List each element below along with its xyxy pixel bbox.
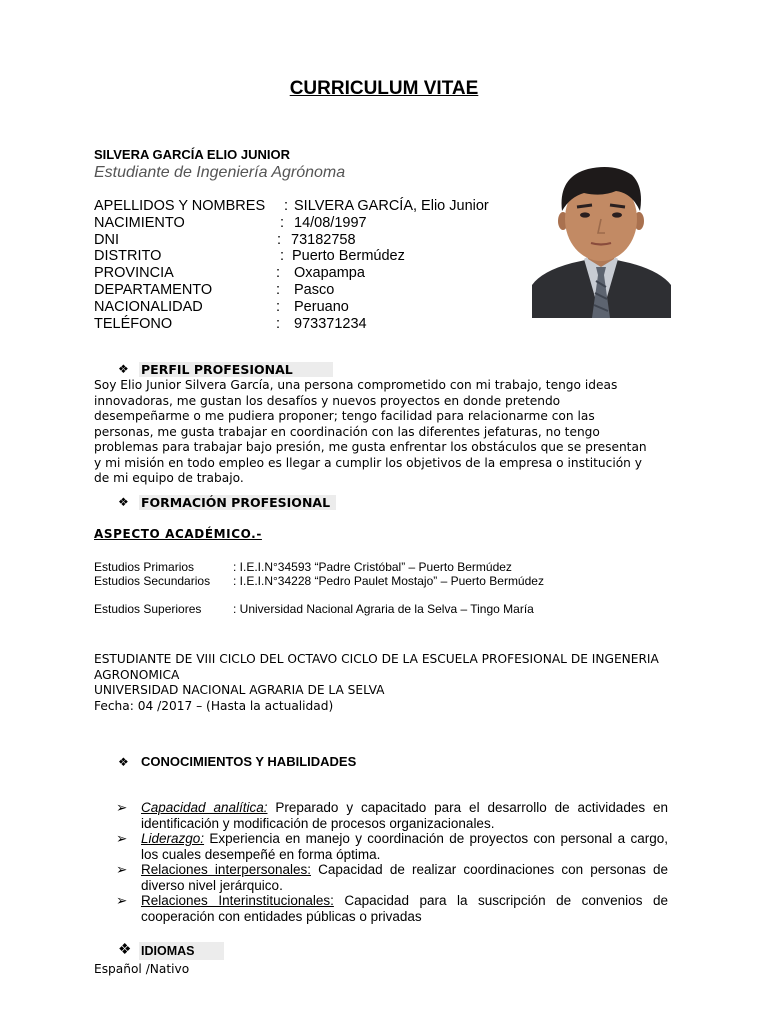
info-value: Peruano	[294, 299, 349, 315]
info-value: Puerto Bermúdez	[292, 248, 405, 264]
candidate-name: SILVERA GARCÍA ELIO JUNIOR	[94, 147, 290, 162]
info-label: PROVINCIA	[94, 265, 174, 281]
skill-text: Capacidad para la suscripción de convenios de cooperación con entidades públicas o privadas	[141, 893, 668, 924]
diamond-bullet-icon: ❖	[118, 362, 129, 376]
info-value: 14/08/1997	[294, 215, 367, 231]
info-separator: :	[280, 215, 285, 231]
info-label: APELLIDOS Y NOMBRES	[94, 198, 266, 214]
perfil-heading: PERFIL PROFESIONAL	[139, 362, 333, 377]
perfil-paragraph	[94, 378, 674, 487]
estudio-label: Estudios Secundarios	[94, 574, 211, 588]
diamond-bullet-icon: ❖	[118, 941, 132, 958]
diamond-bullet-icon: ❖	[118, 495, 129, 509]
detalle-line: Fecha: 04 /2017 – (Hasta la actualidad)	[94, 698, 334, 713]
info-value: 73182758	[291, 232, 356, 248]
diamond-bullet-icon: ❖	[118, 755, 129, 769]
arrow-bullet-icon: ➢	[116, 800, 128, 815]
estudio-label: Estudios Superiores	[94, 602, 202, 616]
skill-text: Capacidad de realizar coordinaciones con personas de diverso nivel jerárquico.	[141, 862, 668, 893]
perfil-line: de mi equipo de trabajo.	[94, 471, 244, 485]
skill-text: Preparado y capacitado para el desarrollo de actividades en identificación y modificación de procesos organizacionales.	[141, 800, 668, 831]
perfil-line: y mi misión en todo empleo es llegar a cumplir los objetivos de la empresa o institución y	[94, 455, 642, 470]
estudio-value: : Universidad Nacional Agraria de la Selva – Tingo María	[233, 602, 534, 616]
info-separator: :	[280, 248, 285, 264]
profile-photo	[532, 163, 671, 318]
formacion-heading: FORMACIÓN PROFESIONAL	[139, 495, 336, 510]
idioma-value: Español /Nativo	[94, 962, 190, 976]
skill-term: Relaciones Interinstitucionales:	[141, 893, 334, 908]
skill-text: Experiencia en manejo y coordinación de proyectos con personal a cargo, los cuales desempeñé en forma óptima.	[141, 831, 668, 862]
info-value: SILVERA GARCÍA, Elio Junior	[294, 198, 489, 214]
skill-item	[116, 800, 668, 831]
info-separator: :	[276, 299, 281, 315]
info-separator: :	[276, 265, 281, 281]
perfil-line: innovadoras, me gustan los desafíos y nuevos proyectos en donde pretendo	[94, 393, 561, 408]
info-separator: :	[276, 316, 281, 332]
arrow-bullet-icon: ➢	[116, 831, 128, 846]
info-label: NACIONALIDAD	[94, 299, 203, 315]
idiomas-heading: IDIOMAS	[139, 942, 224, 960]
perfil-line: personas, me gusta trabajar en coordinación con las diferentes jefaturas, no tengo	[94, 424, 600, 439]
portrait-image	[532, 163, 671, 318]
skill-term: Liderazgo:	[141, 831, 205, 846]
estudio-label: Estudios Primarios	[94, 560, 195, 574]
perfil-line: problemas para trabajar bajo presión, me gusta enfrentar los obstáculos que se presentan	[94, 440, 647, 454]
arrow-bullet-icon: ➢	[116, 893, 128, 908]
info-label: DNI	[94, 232, 119, 248]
arrow-bullet-icon: ➢	[116, 862, 128, 877]
conocimientos-heading: CONOCIMIENTOS Y HABILIDADES	[141, 754, 357, 769]
info-separator: :	[276, 282, 281, 298]
skill-term: Capacidad analítica:	[141, 800, 268, 815]
formacion-detalle	[94, 652, 659, 714]
info-label: DEPARTAMENTO	[94, 282, 213, 298]
detalle-line: UNIVERSIDAD NACIONAL AGRARIA DE LA SELVA	[94, 683, 385, 697]
candidate-subtitle: Estudiante de Ingeniería Agrónoma	[94, 164, 346, 181]
info-value: 973371234	[294, 316, 367, 332]
skill-item	[116, 831, 668, 862]
info-value: Oxapampa	[294, 265, 365, 281]
info-separator: :	[284, 198, 289, 214]
estudio-value: : I.E.I.N°34593 “Padre Cristóbal” – Puerto Bermúdez	[233, 560, 512, 574]
info-separator: :	[277, 232, 282, 248]
aspecto-academico-heading: ASPECTO ACADÉMICO.-	[94, 527, 262, 541]
info-value: Pasco	[294, 282, 335, 298]
estudio-value: : I.E.I.N°34228 “Pedro Paulet Mostajo” – Puerto Bermúdez	[233, 574, 544, 588]
perfil-line: desempeñarme o me pudiera proponer; tengo facilidad para relacionarme con las	[94, 409, 595, 423]
skill-item	[116, 862, 668, 893]
detalle-line: AGRONOMICA	[94, 667, 180, 682]
skill-item	[116, 893, 668, 924]
detalle-line: ESTUDIANTE DE VIII CICLO DEL OCTAVO CICLO DE LA ESCUELA PROFESIONAL DE INGENERIA	[94, 652, 659, 666]
skill-term: Relaciones interpersonales:	[141, 862, 311, 877]
info-label: DISTRITO	[94, 248, 162, 264]
document-title: CURRICULUM VITAE	[289, 78, 479, 99]
info-label: TELÉFONO	[94, 316, 173, 332]
perfil-line: Soy Elio Junior Silvera García, una persona comprometido con mi trabajo, tengo ideas	[94, 378, 618, 392]
info-label: NACIMIENTO	[94, 215, 185, 231]
